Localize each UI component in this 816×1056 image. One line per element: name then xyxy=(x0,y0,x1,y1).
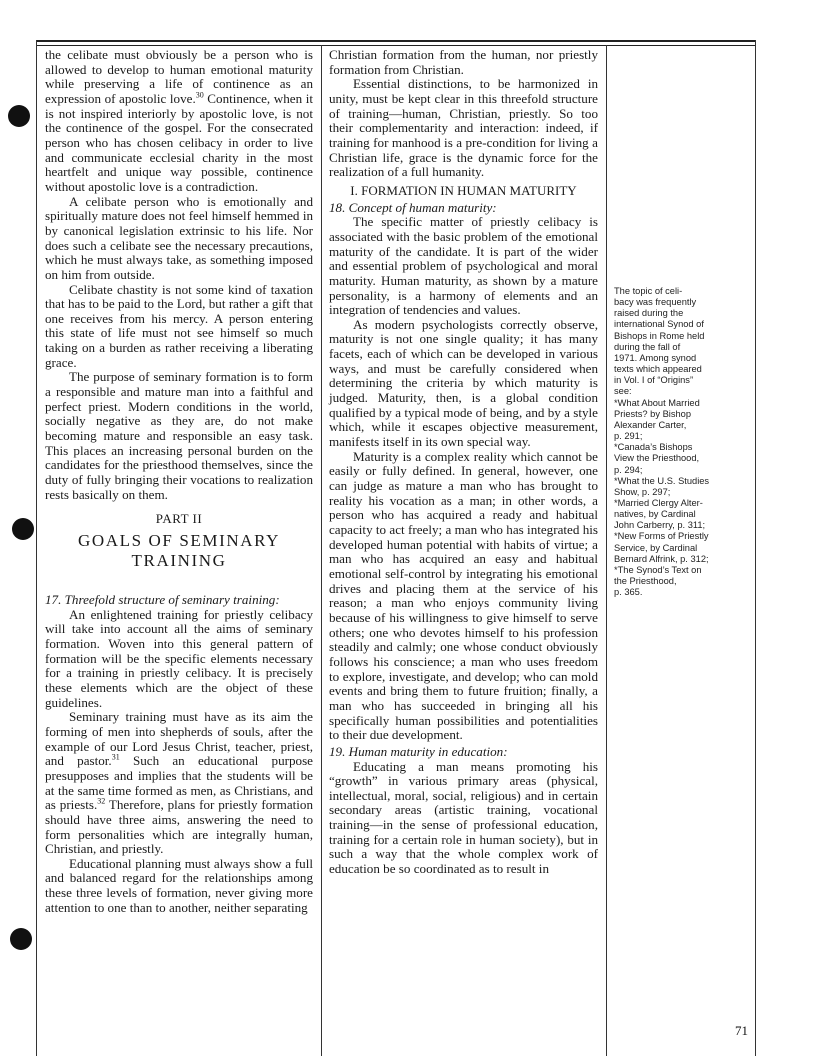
right-border xyxy=(755,40,756,1056)
margin-note-line: Bishops in Rome held xyxy=(614,330,705,341)
margin-note-line: Priests? by Bishop xyxy=(614,408,691,419)
section-heading: I. FORMATION IN HUMAN MATURITY xyxy=(350,182,577,198)
margin-note-line: View the Priesthood, xyxy=(614,453,700,464)
text-column-left xyxy=(45,48,313,915)
margin-note-line: p. 365. xyxy=(614,587,643,598)
punch-hole xyxy=(10,928,32,950)
margin-note-line: *What the U.S. Studies xyxy=(614,475,710,486)
margin-note-line: in Vol. I of “Origins” xyxy=(614,375,694,386)
paragraph: Educating a man means promoting his “growth” in various primary areas (physical, intellectual, moral, social, religious) and in certain secondary areas (artistic training, vocational training—in the sense of professional education, training for a certain role in human society), but in such a way that the whole complex work of education be so coordinated as to result in xyxy=(329,758,598,877)
paragraph: The purpose of seminary formation is to form a responsible and mature man into a faithful and perfect priest. Modern conditions in the world, socially negative as they are, do not make becoming mature and responsible an easy task. This places an increasing personal burden on the candidates for the priesthood themselves, since the duty of fully bringing their vocations to realization rests basically on them. xyxy=(45,369,313,502)
text-column-right xyxy=(329,48,598,877)
margin-note-line: during the fall of xyxy=(614,341,681,352)
margin-note-line: *New Forms of Priestly xyxy=(614,531,709,542)
margin-note-line: Service, by Cardinal xyxy=(614,542,698,553)
margin-note-line: bacy was frequently xyxy=(614,297,697,308)
margin-note-line: texts which appeared xyxy=(614,364,702,375)
left-border xyxy=(36,40,37,1056)
footnote-ref: 32 xyxy=(97,796,106,806)
paragraph: the celibate must obviously be a person who is allowed to develop to human emotional maturity while preserving a life of continence as an expression of apostolic love.$^{30}$ Continence, when it is not inspired interiorly by apostolic love, is not the continence of the gospel. For the consecrated person who has chosen celibacy in order to live and communicate ecclesial charity in the most heartfelt and unique way possible, continence without apostolic love is a contradiction. xyxy=(45,47,313,194)
margin-note-line: *Canada’s Bishops xyxy=(614,442,693,453)
paragraph: An enlightened training for priestly celibacy will take into account all the aims of seminary formation. Woven into this general pattern of formation will be the specific elements necessary for a training in priestly celibacy. It is precisely these elements which are the object of these guidelines. xyxy=(45,606,313,710)
margin-note xyxy=(614,286,734,598)
paragraph: Maturity is a complex reality which cannot be easily or fully defined. In general, however, one can judge as mature a man who has brought to reality his vocation as a man; in other words, a person who has acquired a ready and habitual capacity to act freely; a man who has integrated his developed human potential with habits of virtue; a man who has acquired an easy and habitual emotional self-control by integrating his emotional drives and placing them at the service of his reason; a man who enjoys community living because of his willingness to give himself to serve others; one who devotes himself to his profession steadily and calmly; one whose conduct obviously follows his conscience; a man who uses freedom to explore, investigate, and develop; who can mold events and bring them to future fruition; finally, a man who has succeeded in bringing all his specifically human possibilities and potentialities to their due development. xyxy=(329,448,598,743)
subheading-19: 19. Human maturity in education: xyxy=(329,743,508,759)
margin-note-line: John Carberry, p. 311; xyxy=(614,520,706,531)
margin-note-line: natives, by Cardinal xyxy=(614,509,696,520)
paragraph: A celibate person who is emotionally and spiritually mature does not feel himself hemmed in by canonical legislation extrinsic to his life. Nor does such a celibate see the necessary precautions, which he must always take, as something imposed on him from outside. xyxy=(45,193,313,282)
paragraph: As modern psychologists correctly observe, maturity is not one single quality; it has many facets, each of which can be developed in various ways, and must be carefully considered when determining the criteria by which maturity is judged. Maturity, then, is a global condition qualified by a typical mode of being, and by a style which, while it escapes objective measurement, manifests itself in its own special way. xyxy=(329,316,598,450)
margin-note-line: Bernard Alfrink, p. 312; xyxy=(614,553,709,564)
paragraph: Seminary training must have as its aim the forming of men into shepherds of souls, after the example of our Lord Jesus Christ, teacher, priest, and pastor.$^{31}$ Such an educational purpose presupposes and implies that the students will be at the same time formed as men, as Christians, and as priests.$^{32}$ Therefore, plans for priestly formation should have three aims, answering the need to form personalities which are integrally human, Christian, and priestly. xyxy=(45,709,314,857)
top-rule xyxy=(36,40,755,42)
punch-hole xyxy=(12,518,34,540)
paragraph: The specific matter of priestly celibacy is associated with the basic problem of the emotional maturity of the candidate. It is part of the wider and essential problem of psychological and moral maturity. Human maturity, as shown by a mature personality, is a harmony of elements and an integration of tendencies and values. xyxy=(329,214,598,318)
footnote-ref: 30 xyxy=(195,90,204,100)
paragraph: Educational planning must always show a full and balanced regard for the relationships among these three levels of formation, never giving more attention to one than to another, neither separating xyxy=(45,855,313,915)
margin-note-line: international Synod of xyxy=(614,319,704,330)
column-divider xyxy=(321,45,322,1056)
margin-note-line: p. 291; xyxy=(614,431,643,442)
margin-note-line: *The Synod’s Text on xyxy=(614,564,702,575)
paragraph: Christian formation from the human, nor priestly formation from Christian. xyxy=(329,47,598,77)
page-number: 71 xyxy=(735,1023,748,1038)
margin-note-line: Show, p. 297; xyxy=(614,486,671,497)
subheading-18: 18. Concept of human maturity: xyxy=(329,199,497,215)
top-rule-thin xyxy=(36,45,755,46)
margin-note-line: *Married Clergy Alter- xyxy=(614,497,703,508)
punch-hole xyxy=(8,105,30,127)
part-heading: PART II xyxy=(155,511,203,527)
section-title: GOALS OF SEMINARY TRAINING xyxy=(78,531,280,570)
footnote-ref: 31 xyxy=(111,752,120,762)
margin-note-line: p. 294; xyxy=(614,464,643,475)
margin-note-line: The topic of celi- xyxy=(614,286,683,296)
margin-note-line: see: xyxy=(614,386,632,397)
paragraph: Celibate chastity is not some kind of taxation that has to be paid to the Lord, but rather a gift that one receives from his mercy. A person entering this state of life must not see himself so much taking on a burden as rather receiving a liberating grace. xyxy=(45,281,313,370)
margin-note-line: Alexander Carter, xyxy=(614,419,687,430)
margin-note-line: the Priesthood, xyxy=(614,576,677,587)
paragraph: Essential distinctions, to be harmonized in unity, must be kept clear in this threefold structure of training—human, Christian, priestly. So too their complementarity and interaction: indeed, if training for manhood is a pre-condition for living a Christian life, grace is the dynamic force for the realization of a full humanity. xyxy=(329,76,598,180)
margin-note-line: raised during the xyxy=(614,308,684,319)
subheading-17: 17. Threefold structure of seminary training: xyxy=(45,592,280,607)
margin-note-line: *What About Married xyxy=(614,397,700,408)
margin-note-line: 1971. Among synod xyxy=(614,352,697,363)
margin-divider xyxy=(606,45,607,1056)
